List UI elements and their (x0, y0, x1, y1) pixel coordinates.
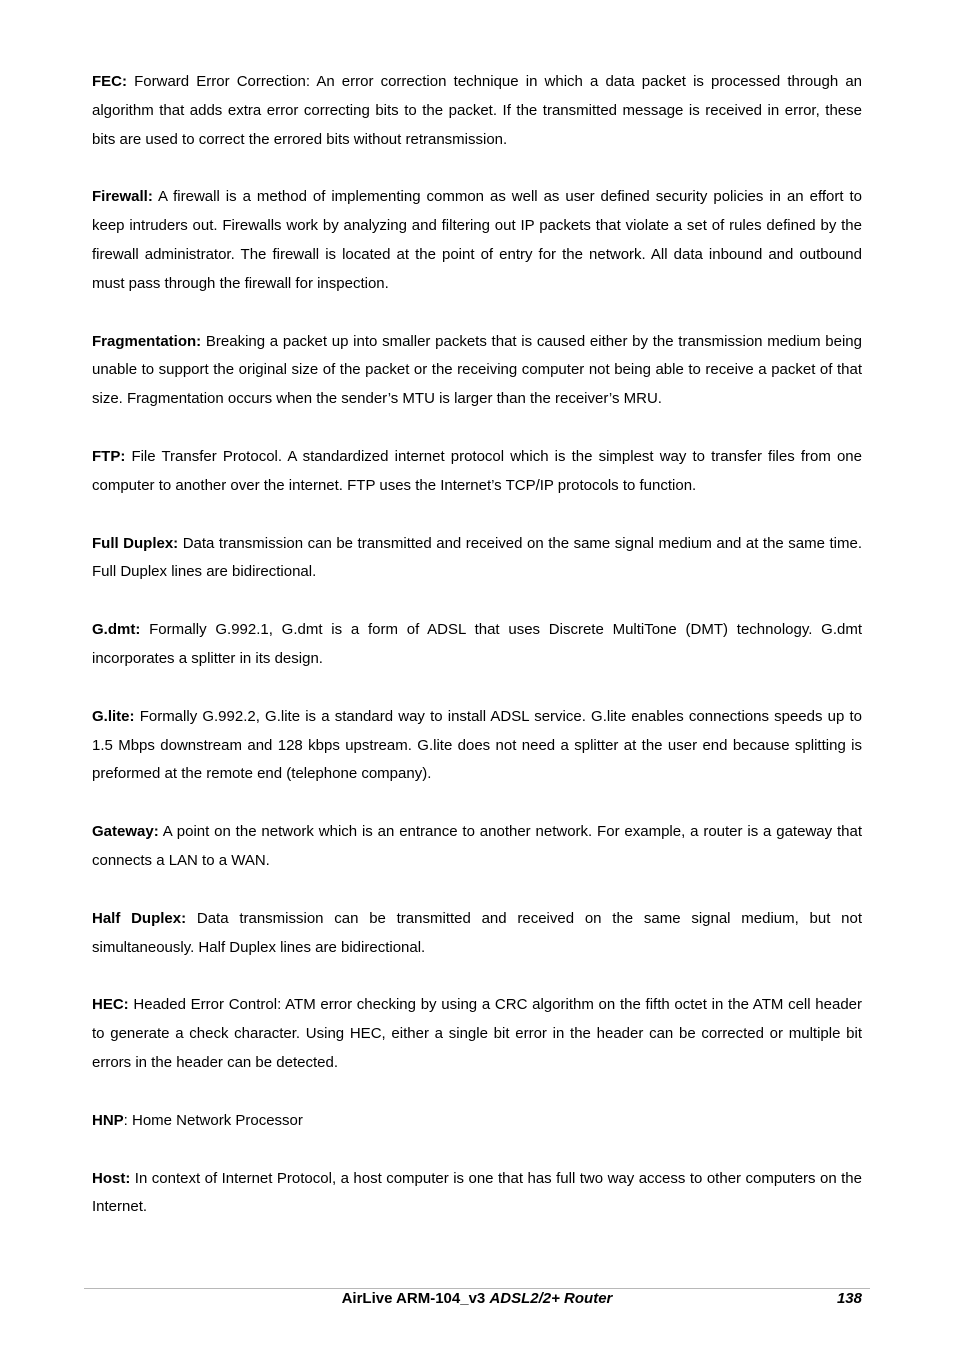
glossary-definition: Data transmission can be transmitted and received on the same signal medium and at the same time. Full Duplex lines are bidirectional. (92, 534, 862, 581)
glossary-entry-fragmentation (92, 328, 862, 414)
footer-product (92, 1289, 862, 1309)
glossary-term: HNP (92, 1111, 124, 1129)
glossary-entry-glite (92, 703, 862, 789)
glossary-entry-gateway (92, 818, 862, 876)
glossary-definition: Breaking a packet up into smaller packets that is caused either by the transmission medium being unable to support the original size of the packet or the receiving computer not being able to receive a packet of that size. Fragmentation occurs when the sender’s MTU is larger than the receiver’s MRU. (92, 332, 862, 408)
glossary-definition: File Transfer Protocol. A standardized internet protocol which is the simplest way to transfer files from one computer to another over the internet. FTP uses the Internet’s TCP/IP protocols to function. (92, 447, 862, 494)
glossary-definition: Formally G.992.1, G.dmt is a form of ADSL that uses Discrete MultiTone (DMT) technology. G.dmt incorporates a splitter in its design. (92, 621, 862, 667)
glossary-definition: Formally G.992.2, G.lite is a standard way to install ADSL service. G.lite enables connections speeds up to 1.5 Mbps downstream and 128 kbps upstream. G.lite does not need a splitter at the user end because splitting is preformed at the remote end (telephone company). (92, 707, 863, 783)
glossary-term: G.dmt: (92, 621, 141, 639)
glossary-term: G.lite: (92, 707, 135, 725)
footer-product-type: ADSL2/2+ Router (489, 1290, 613, 1307)
glossary-term: Half Duplex: (92, 909, 187, 927)
glossary-term: Firewall: (92, 188, 153, 206)
glossary-entry-ftp (92, 443, 862, 501)
glossary-term: Fragmentation: (92, 332, 202, 350)
glossary-term: FEC: (92, 73, 127, 90)
glossary-term: Full Duplex: (92, 534, 179, 552)
glossary-entry-gdmt (92, 616, 862, 674)
glossary-entry-hec (92, 991, 862, 1077)
glossary-entry-half-duplex (92, 905, 862, 963)
glossary-definition: A point on the network which is an entrance to another network. For example, a router is a gateway that connects a LAN to a WAN. (92, 823, 862, 869)
glossary-entry-host (92, 1165, 862, 1223)
page-number: 138 (836, 1290, 862, 1307)
glossary-term: FTP: (92, 447, 126, 465)
glossary-definition: In context of Internet Protocol, a host computer is one that has full two way access to other computers on the Internet. (92, 1169, 862, 1216)
glossary-entry-full-duplex (92, 530, 862, 588)
glossary-term: HEC: (92, 996, 129, 1014)
footer-product-name: AirLive ARM-104_v3 (341, 1290, 486, 1307)
glossary-content (92, 68, 862, 1251)
page-footer (92, 1289, 862, 1309)
glossary-definition: : Home Network Processor (123, 1111, 303, 1129)
glossary-entry-fec (92, 68, 862, 154)
glossary-term: Host: (92, 1169, 131, 1187)
glossary-definition: Forward Error Correction: An error correction technique in which a data packet is processed through an algorithm that adds extra error correcting bits to the packet. If the transmitted message is received in error, these bits are used to correct the errored bits without retransmission. (92, 73, 863, 148)
glossary-term: Gateway: (92, 823, 159, 841)
glossary-entry-firewall (92, 183, 862, 298)
glossary-definition: A firewall is a method of implementing common as well as user defined security policies in an effort to keep intruders out. Firewalls work by analyzing and filtering out IP packets that violate a set of rules defined by the firewall administrator. The firewall is located at the point of entry for the network. All data inbound and outbound must pass through the firewall for inspection. (92, 188, 862, 292)
glossary-definition: Headed Error Control: ATM error checking by using a CRC algorithm on the fifth octet in the ATM cell header to generate a check character. Using HEC, either a single bit error in the header can be corrected or multiple bit errors in the header can be detected. (92, 996, 863, 1071)
glossary-definition: Data transmission can be transmitted and received on the same signal medium, but not simultaneously. Half Duplex lines are bidirectional. (92, 909, 862, 956)
glossary-entry-hnp (92, 1107, 862, 1136)
